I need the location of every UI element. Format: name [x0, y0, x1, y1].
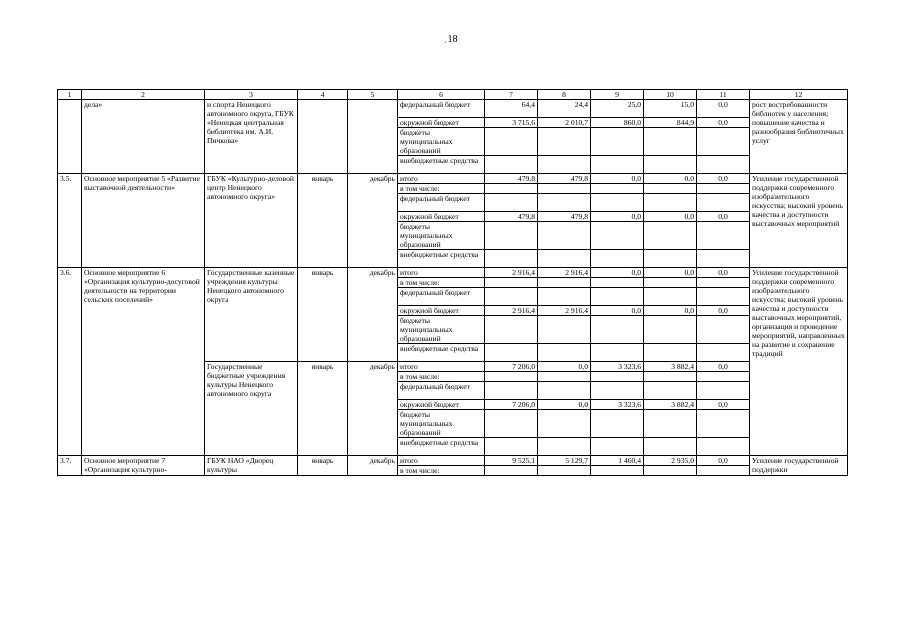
table-row — [58, 174, 848, 184]
amount-cell — [538, 344, 591, 362]
funding-source-cell: итого — [398, 174, 485, 184]
col-header: 2 — [82, 90, 205, 100]
amount-cell — [644, 184, 697, 194]
amount-cell: 0,0 — [697, 174, 750, 184]
amount-cell: 24,4 — [538, 100, 591, 118]
amount-cell — [697, 344, 750, 362]
item-number-cell: 3.6. — [58, 268, 82, 456]
amount-cell — [485, 184, 538, 194]
col-header: 9 — [591, 90, 644, 100]
amount-cell — [591, 288, 644, 306]
item-number-cell: 3.5. — [58, 174, 82, 268]
executor-cell: и спорта Ненецкого автономного округа, ГБУК «Ненецкая центральная библиотека им. А.И. Пичкова» — [205, 100, 298, 174]
col-header: 1 — [58, 90, 82, 100]
amount-cell: 0,0 — [538, 362, 591, 372]
amount-cell — [538, 222, 591, 250]
amount-cell: 7 206,0 — [485, 362, 538, 372]
column-numbers-row — [58, 90, 848, 100]
program-table — [57, 89, 848, 476]
amount-cell — [591, 128, 644, 156]
amount-cell — [538, 316, 591, 344]
col-header: 6 — [398, 90, 485, 100]
amount-cell — [591, 466, 644, 476]
amount-cell — [538, 410, 591, 438]
amount-cell — [697, 316, 750, 344]
amount-cell — [644, 372, 697, 382]
amount-cell: 3 323,6 — [591, 400, 644, 410]
amount-cell: 1 460,4 — [591, 456, 644, 466]
amount-cell: 15,0 — [644, 100, 697, 118]
amount-cell — [644, 222, 697, 250]
amount-cell: 64,4 — [485, 100, 538, 118]
funding-source-cell: в том числе: — [398, 372, 485, 382]
result-cell: Усиление государственной поддержки — [750, 456, 848, 476]
amount-cell: 0,0 — [697, 456, 750, 466]
amount-cell — [538, 156, 591, 174]
amount-cell — [485, 382, 538, 400]
table-row — [58, 100, 848, 118]
amount-cell — [697, 184, 750, 194]
amount-cell — [697, 222, 750, 250]
amount-cell — [485, 466, 538, 476]
funding-source-cell: федеральный бюджет — [398, 194, 485, 212]
amount-cell — [644, 278, 697, 288]
amount-cell — [591, 194, 644, 212]
amount-cell: 7 206,0 — [485, 400, 538, 410]
amount-cell — [591, 344, 644, 362]
amount-cell — [538, 372, 591, 382]
amount-cell: 0,0 — [591, 212, 644, 222]
amount-cell: 0,0 — [697, 362, 750, 372]
amount-cell: 0,0 — [697, 268, 750, 278]
end-cell: декабрь — [348, 456, 398, 476]
amount-cell — [644, 128, 697, 156]
col-header: 4 — [298, 90, 348, 100]
funding-source-cell: федеральный бюджет — [398, 288, 485, 306]
start-cell: январь — [298, 456, 348, 476]
amount-cell — [485, 316, 538, 344]
amount-cell — [697, 438, 750, 456]
amount-cell — [644, 382, 697, 400]
measure-name-cell: Основное мероприятие 6 «Организация культурно-досуговой деятельности на территории сельских поселений» — [82, 268, 205, 456]
amount-cell — [485, 156, 538, 174]
funding-source-cell: внебюджетные средства — [398, 156, 485, 174]
amount-cell — [485, 222, 538, 250]
amount-cell: 2 916,4 — [538, 306, 591, 316]
amount-cell — [644, 288, 697, 306]
result-cell: Усиление государственной поддержки современного изобразительного искусства; высокий уровень качества и доступности выставочных мероприятий — [750, 174, 848, 268]
amount-cell — [697, 156, 750, 174]
amount-cell — [644, 410, 697, 438]
funding-source-cell: внебюджетные средства — [398, 438, 485, 456]
executor-cell: Государственные бюджетные учреждения культуры Ненецкого автономного округа — [205, 362, 298, 456]
amount-cell — [485, 438, 538, 456]
amount-cell: 25,0 — [591, 100, 644, 118]
start-cell — [298, 100, 348, 174]
table-row — [58, 456, 848, 466]
amount-cell: 9 525,1 — [485, 456, 538, 466]
col-header: 11 — [697, 90, 750, 100]
amount-cell: 0,0 — [697, 100, 750, 118]
page-number: 18 — [447, 34, 458, 45]
amount-cell — [538, 382, 591, 400]
amount-cell — [644, 344, 697, 362]
col-header: 12 — [750, 90, 848, 100]
item-number-cell — [58, 100, 82, 174]
item-number-cell: 3.7. — [58, 456, 82, 476]
amount-cell: 479,8 — [538, 212, 591, 222]
amount-cell — [485, 372, 538, 382]
result-cell: рост востребованности библиотек у населения; повышение качества и разнообразия библиотечных услуг — [750, 100, 848, 174]
amount-cell: 3 882,4 — [644, 400, 697, 410]
amount-cell: 3 715,6 — [485, 118, 538, 128]
amount-cell: 2 935,0 — [644, 456, 697, 466]
amount-cell — [538, 278, 591, 288]
amount-cell — [697, 410, 750, 438]
amount-cell — [591, 156, 644, 174]
end-cell: декабрь — [348, 174, 398, 268]
amount-cell — [591, 438, 644, 456]
amount-cell: 2 010,7 — [538, 118, 591, 128]
amount-cell: 860,0 — [591, 118, 644, 128]
start-cell: январь — [298, 362, 348, 456]
amount-cell: 3 882,4 — [644, 362, 697, 372]
amount-cell: 0,0 — [644, 268, 697, 278]
amount-cell — [644, 194, 697, 212]
amount-cell — [485, 288, 538, 306]
amount-cell — [644, 466, 697, 476]
executor-cell: Государственные казенные учреждения культуры Ненецкого автономного округа — [205, 268, 298, 362]
amount-cell — [644, 250, 697, 268]
measure-name-cell: дела» — [82, 100, 205, 174]
funding-source-cell: в том числе: — [398, 184, 485, 194]
col-header: 10 — [644, 90, 697, 100]
funding-source-cell: окружной бюджет — [398, 212, 485, 222]
amount-cell — [697, 128, 750, 156]
result-cell: Усиление государственной поддержки современного изобразительного искусства; высокий уровень качества и доступности выставочных мероприятий, организация и проведение мероприятий, направленных на развитие и сохранение традиций — [750, 268, 848, 456]
col-header: 8 — [538, 90, 591, 100]
funding-source-cell: бюджеты муниципальных образований — [398, 128, 485, 156]
funding-source-cell: в том числе: — [398, 466, 485, 476]
col-header: 5 — [348, 90, 398, 100]
amount-cell: 479,8 — [485, 212, 538, 222]
amount-cell — [591, 222, 644, 250]
funding-source-cell: в том числе: — [398, 278, 485, 288]
amount-cell — [697, 250, 750, 268]
funding-source-cell: бюджеты муниципальных образований — [398, 410, 485, 438]
amount-cell: 0,0 — [644, 306, 697, 316]
end-cell — [348, 100, 398, 174]
amount-cell — [591, 316, 644, 344]
amount-cell: 0,0 — [644, 174, 697, 184]
amount-cell — [697, 372, 750, 382]
executor-cell: ГБУК «Культурно-деловой центр Ненецкого автономного округа» — [205, 174, 298, 268]
amount-cell — [591, 184, 644, 194]
funding-source-cell: окружной бюджет — [398, 118, 485, 128]
amount-cell: 0,0 — [697, 118, 750, 128]
amount-cell: 2 916,4 — [485, 306, 538, 316]
amount-cell — [591, 410, 644, 438]
amount-cell: 2 916,4 — [538, 268, 591, 278]
funding-source-cell: бюджеты муниципальных образований — [398, 316, 485, 344]
amount-cell — [644, 316, 697, 344]
funding-source-cell: итого — [398, 456, 485, 466]
amount-cell — [485, 278, 538, 288]
amount-cell — [591, 250, 644, 268]
funding-source-cell: внебюджетные средства — [398, 344, 485, 362]
amount-cell — [485, 250, 538, 268]
amount-cell: 0,0 — [538, 400, 591, 410]
amount-cell — [591, 372, 644, 382]
amount-cell — [697, 466, 750, 476]
amount-cell — [538, 250, 591, 268]
amount-cell — [485, 344, 538, 362]
funding-source-cell: бюджеты муниципальных образований — [398, 222, 485, 250]
amount-cell — [485, 128, 538, 156]
funding-source-cell: федеральный бюджет — [398, 382, 485, 400]
amount-cell: 0,0 — [697, 400, 750, 410]
start-cell: январь — [298, 174, 348, 268]
amount-cell: 0,0 — [591, 268, 644, 278]
funding-source-cell: федеральный бюджет — [398, 100, 485, 118]
measure-name-cell: Основное мероприятие 5 «Развитие выставочной деятельности» — [82, 174, 205, 268]
funding-source-cell: внебюджетные средства — [398, 250, 485, 268]
end-cell: декабрь — [348, 362, 398, 456]
amount-cell — [485, 410, 538, 438]
amount-cell — [591, 382, 644, 400]
end-cell: декабрь — [348, 268, 398, 362]
measure-name-cell: Основное мероприятие 7 «Организация культурно- — [82, 456, 205, 476]
amount-cell: 0,0 — [591, 174, 644, 184]
funding-source-cell: окружной бюджет — [398, 400, 485, 410]
amount-cell: 844,9 — [644, 118, 697, 128]
funding-source-cell: итого — [398, 268, 485, 278]
amount-cell — [538, 466, 591, 476]
amount-cell — [697, 382, 750, 400]
amount-cell — [538, 288, 591, 306]
amount-cell — [538, 194, 591, 212]
amount-cell — [697, 288, 750, 306]
amount-cell: 0,0 — [644, 212, 697, 222]
amount-cell — [697, 194, 750, 212]
amount-cell: 479,8 — [485, 174, 538, 184]
amount-cell — [538, 184, 591, 194]
amount-cell — [485, 194, 538, 212]
amount-cell — [697, 278, 750, 288]
amount-cell — [644, 156, 697, 174]
amount-cell — [644, 438, 697, 456]
funding-source-cell: итого — [398, 362, 485, 372]
table-row — [58, 268, 848, 278]
start-cell: январь — [298, 268, 348, 362]
amount-cell: 0,0 — [697, 306, 750, 316]
amount-cell: 0,0 — [591, 306, 644, 316]
col-header: 3 — [205, 90, 298, 100]
executor-cell: ГБУК НАО «Дворец культуры — [205, 456, 298, 476]
amount-cell: 0,0 — [697, 212, 750, 222]
funding-source-cell: окружной бюджет — [398, 306, 485, 316]
amount-cell: 479,8 — [538, 174, 591, 184]
amount-cell — [591, 278, 644, 288]
amount-cell: 3 323,6 — [591, 362, 644, 372]
page-mark: · — [444, 38, 447, 47]
col-header: 7 — [485, 90, 538, 100]
amount-cell — [538, 128, 591, 156]
amount-cell: 2 916,4 — [485, 268, 538, 278]
amount-cell: 5 129,7 — [538, 456, 591, 466]
amount-cell — [538, 438, 591, 456]
